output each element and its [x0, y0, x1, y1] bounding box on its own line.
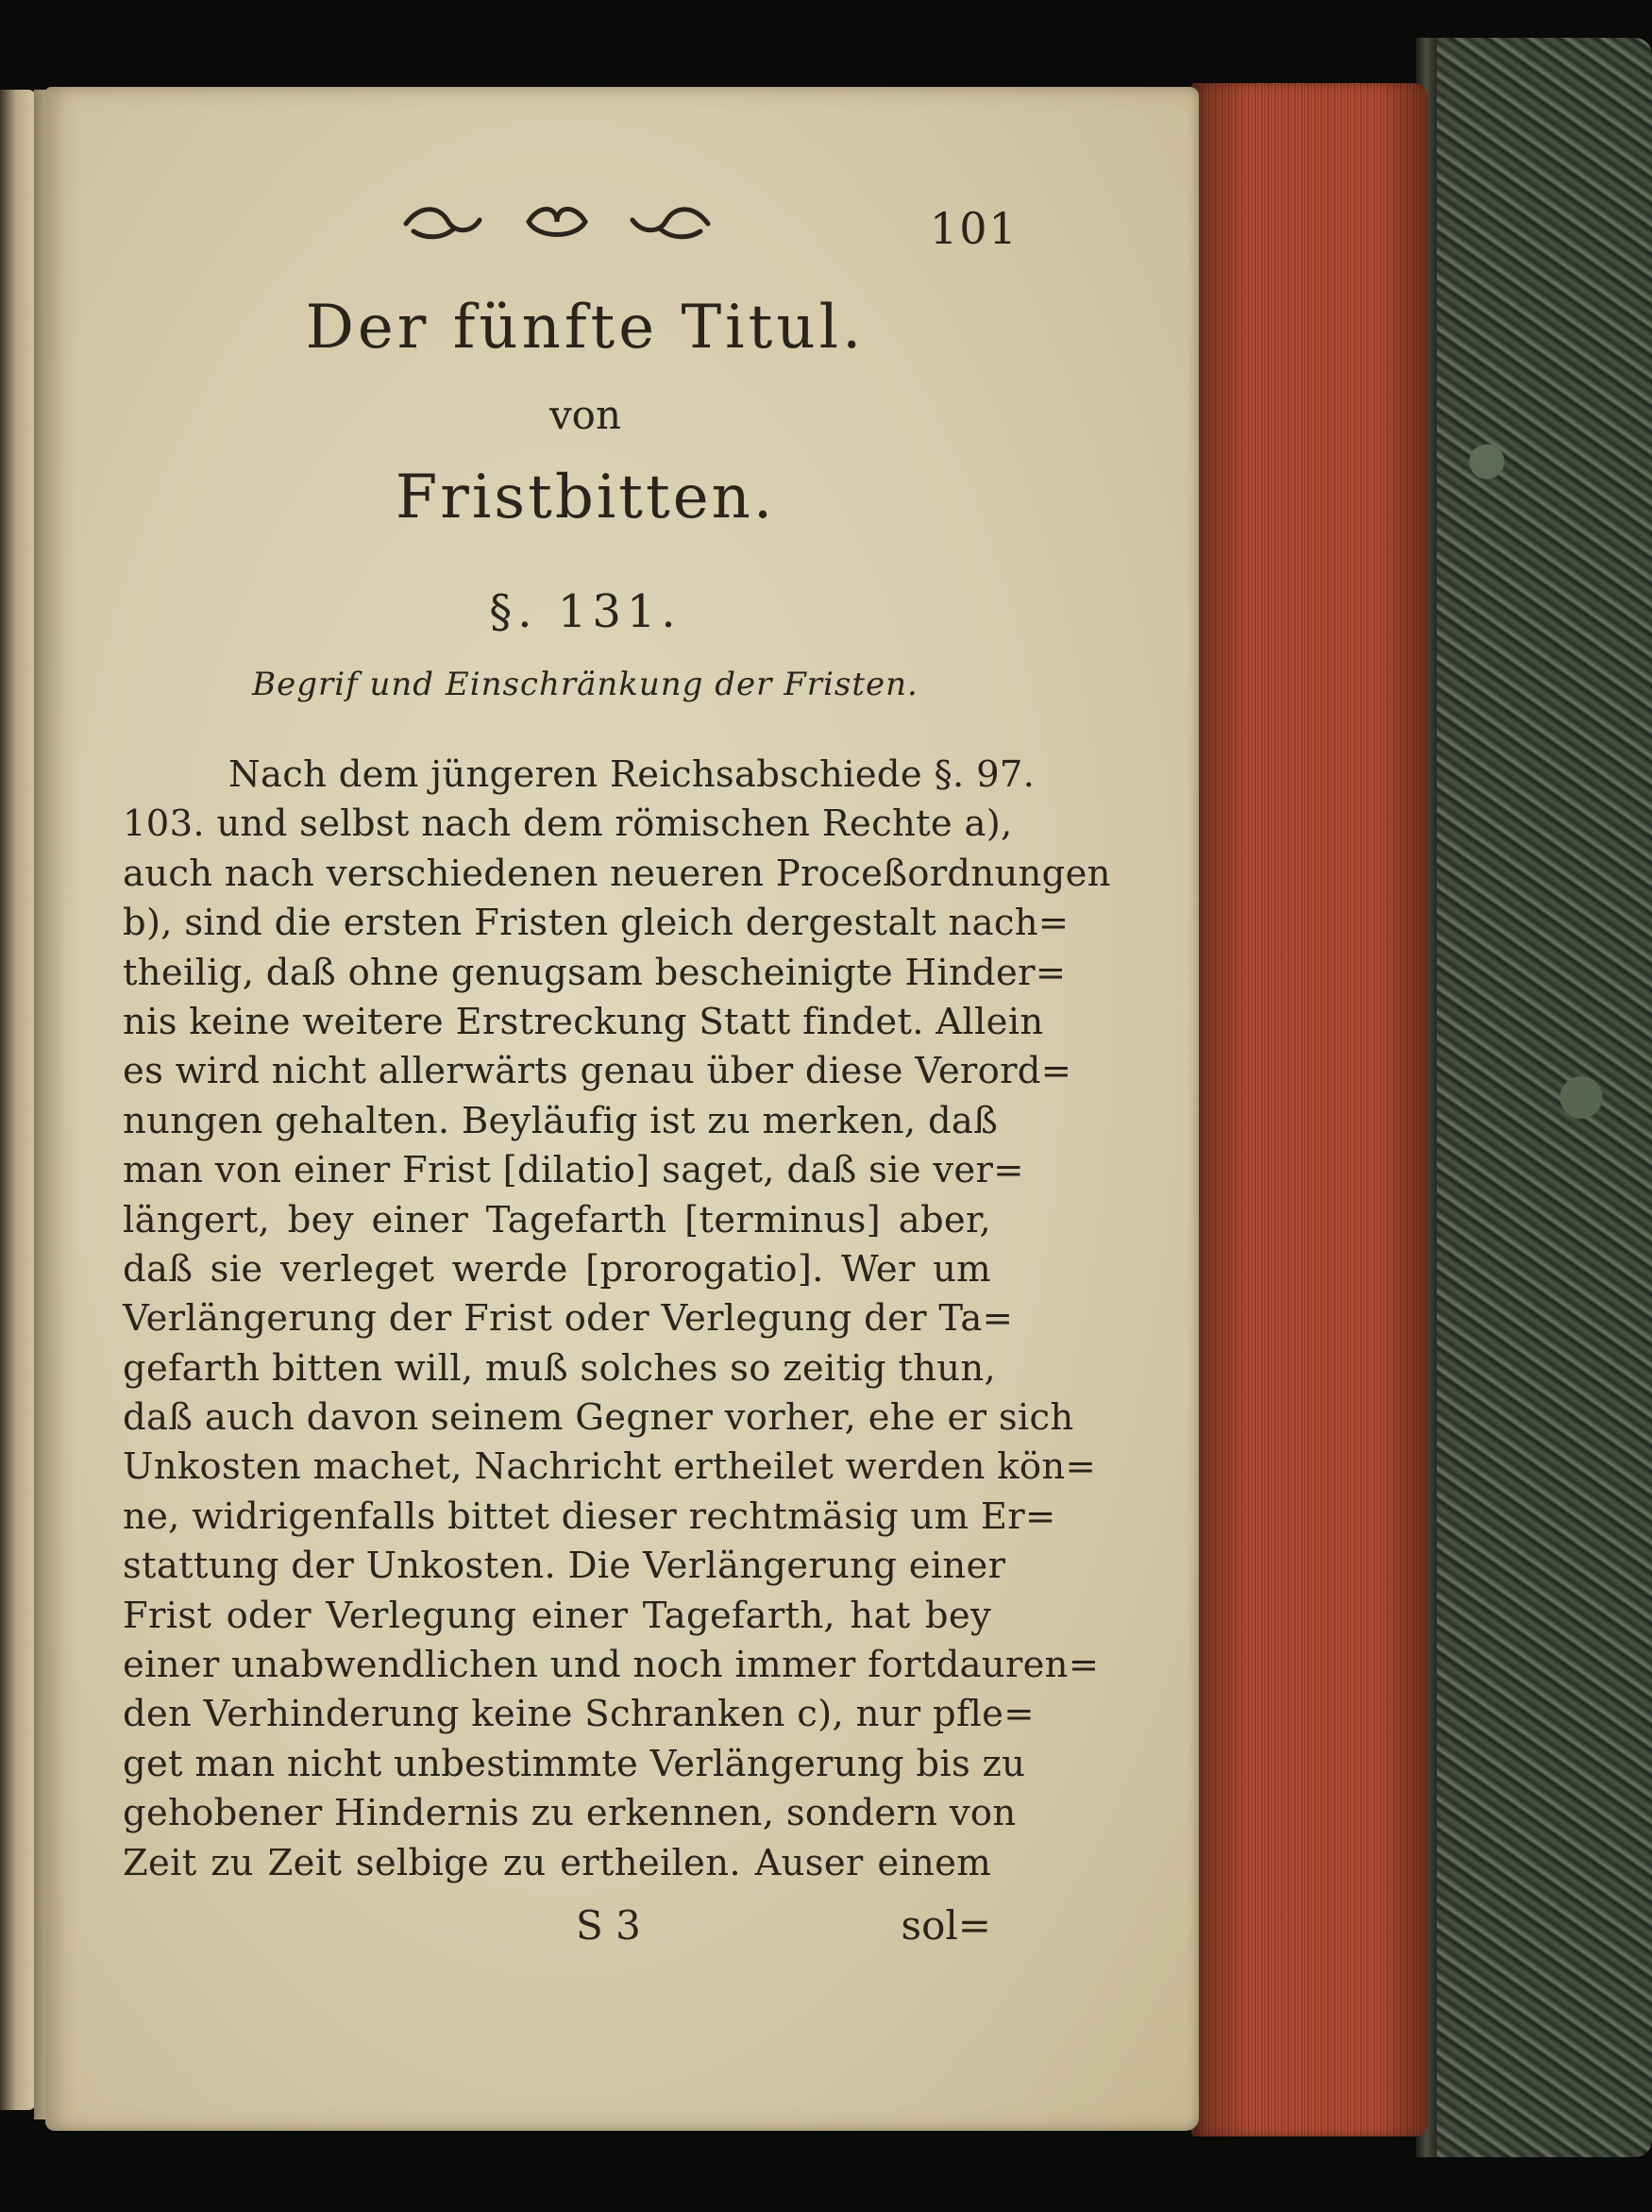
body-line: den Verhinderung keine Schranken c), nur pfle= [123, 1693, 1035, 1736]
body-line: gefarth bitten will, muß solches so zeitig thun, [123, 1346, 996, 1390]
body-line: gehobener Hindernis zu erkennen, sondern von [123, 1792, 1017, 1835]
body-text [123, 751, 1111, 1888]
body-line: nis keine weitere Erstreckung Statt findet. Allein [123, 1000, 1044, 1043]
signature-mark: S 3 [576, 1902, 641, 1949]
body-line: man von einer Frist [dilatio] saget, daß sie ver= [123, 1149, 1024, 1192]
title-von: von [548, 392, 622, 438]
body-line: stattung der Unkosten. Die Verlängerung einer [123, 1545, 1006, 1588]
body-line: nungen gehalten. Beyläufig ist zu merken, daß [123, 1099, 999, 1142]
body-line: daß sie verleget werde [prorogatio]. Wer um [123, 1247, 991, 1291]
body-line: ne, widrigenfalls bittet dieser rechtmäsig um Er= [123, 1494, 1056, 1538]
body-line: 103. und selbst nach dem römischen Rechte a), [123, 802, 1013, 846]
section-summary: Begrif und Einschränkung der Fristen. [252, 666, 919, 703]
body-line: auch nach verschiedenen neueren Proceßordnungen [123, 852, 1111, 895]
section-number: §. 131. [489, 585, 682, 638]
body-line: Verlängerung der Frist oder Verlegung der Ta= [123, 1297, 1014, 1341]
title-heading: Der fünfte Titul. [305, 293, 866, 363]
body-line: einer unabwendlichen und noch immer fortdauren= [123, 1644, 1100, 1687]
page-footer [123, 1902, 991, 1959]
body-line: Unkosten machet, Nachricht ertheilet werden kön= [123, 1445, 1097, 1489]
body-line: Frist oder Verlegung einer Tagefarth, hat bey [123, 1594, 991, 1637]
body-line: theilig, daß ohne genugsam bescheinigte Hinder= [123, 951, 1067, 994]
body-line: b), sind die ersten Fristen gleich dergestalt nach= [123, 902, 1070, 945]
body-line: Nach dem jüngeren Reichsabschiede §. 97. [228, 753, 1036, 796]
body-line: längert, bey einer Tagefarth [terminus] aber, [123, 1198, 991, 1241]
subject-heading: Fristbitten. [395, 463, 776, 532]
body-line: daß auch davon seinem Gegner vorher, ehe er sich [123, 1396, 1074, 1440]
body-line: get man nicht unbestimmte Verlängerung bis zu [123, 1742, 1026, 1785]
catchword: sol= [901, 1902, 991, 1949]
page-number: 101 [930, 203, 1019, 254]
ornament-icon [396, 194, 717, 250]
body-line: Zeit zu Zeit selbige zu ertheilen. Auser einem [123, 1841, 991, 1884]
body-line: es wird nicht allerwärts genau über diese Verord= [123, 1050, 1072, 1093]
